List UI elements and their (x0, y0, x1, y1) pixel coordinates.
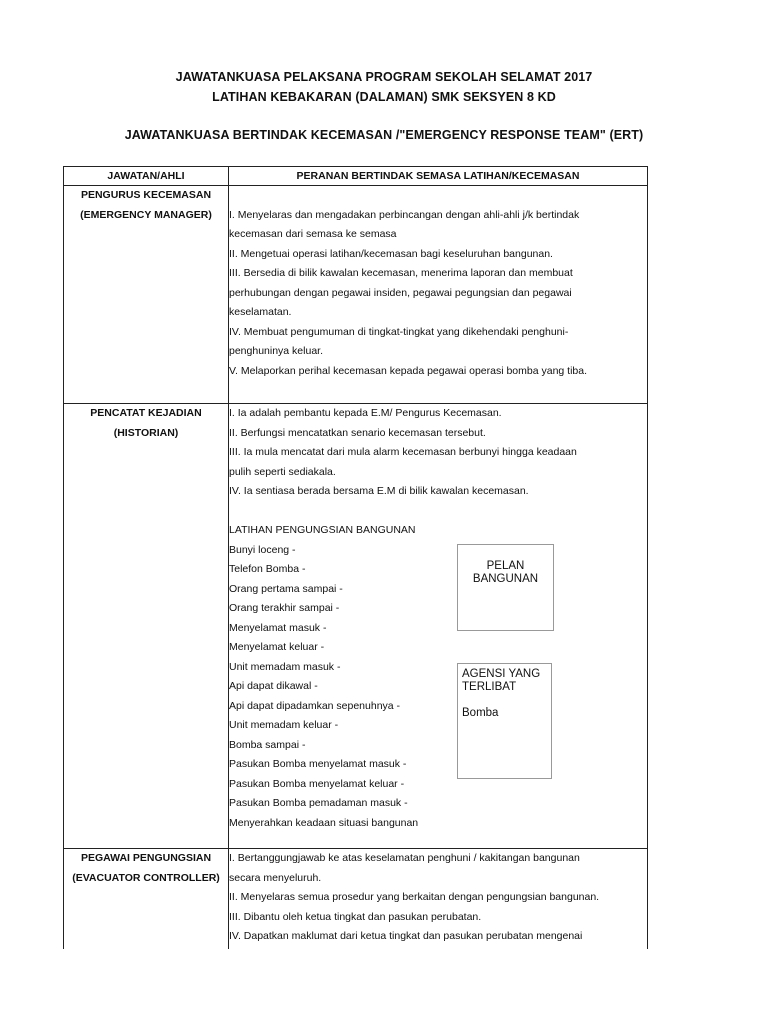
duty-line: II. Mengetuai operasi latihan/kecemasan bagi keseluruhan bangunan. (229, 247, 553, 260)
duty-line: pulih seperti sediakala. (229, 465, 336, 478)
duty-line: V. Melaporkan perihal kecemasan kepada pegawai operasi bomba yang tiba. (229, 364, 588, 377)
drill-item: Menyerahkan keadaan situasi bangunan (229, 816, 419, 829)
duty-line: II. Menyelaras semua prosedur yang berkaitan dengan pengungsian bangunan. (229, 891, 600, 903)
duty-line: III. Bersedia di bilik kawalan kecemasan, menerima laporan dan membuat (229, 267, 573, 279)
document-title: JAWATANKUASA PELAKSANA PROGRAM SEKOLAH SELAMAT 2017 (175, 70, 593, 84)
role-subtitle: (EMERGENCY MANAGER) (80, 208, 212, 221)
duty-line: I. Ia adalah pembantu kepada E.M/ Pengurus Kecemasan. (229, 407, 502, 419)
drill-item: Bunyi loceng - (229, 543, 296, 556)
agency-box-title: TERLIBAT (462, 681, 517, 693)
plan-box-label: PELAN (486, 560, 525, 572)
role-subtitle: (HISTORIAN) (113, 426, 179, 439)
drill-item: Pasukan Bomba pemadaman masuk - (229, 797, 408, 809)
column-header-duties: PERANAN BERTINDAK SEMASA LATIHAN/KECEMASAN (229, 167, 648, 186)
duty-line: perhubungan dengan pegawai insiden, pegawai pegungsian dan pegawai (229, 286, 572, 299)
agency-box (457, 663, 552, 779)
role-cell (64, 849, 229, 949)
plan-box-label: BANGUNAN (472, 573, 539, 585)
duty-line: IV. Membuat pengumuman di tingkat-tingkat yang dikehendaki penghuni- (229, 325, 569, 338)
drill-item: Pasukan Bomba menyelamat masuk - (229, 758, 407, 770)
drill-item: Orang pertama sampai - (229, 582, 343, 595)
role-title: PENGURUS KECEMASAN (80, 189, 212, 201)
role-subtitle: (EVACUATOR CONTROLLER) (72, 871, 220, 884)
building-plan-box (457, 544, 554, 631)
drill-item: Orang terakhir sampai - (229, 602, 340, 614)
drill-item: Bomba sampai - (229, 738, 306, 751)
duty-line: III. Dibantu oleh ketua tingkat dan pasukan perubatan. (229, 910, 482, 923)
duty-line: kecemasan dari semasa ke semasa (229, 228, 397, 240)
drill-item: Unit memadam keluar - (229, 719, 339, 731)
duty-line: penghuninya keluar. (229, 345, 323, 357)
agency-value: Bomba (462, 707, 499, 719)
duty-line: keselamatan. (229, 306, 292, 318)
drill-item: Unit memadam masuk - (229, 660, 341, 673)
duties-cell (229, 849, 648, 949)
duty-line: III. Ia mula mencatat dari mula alarm kecemasan berbunyi hingga keadaan (229, 446, 577, 458)
role-cell (64, 186, 229, 404)
drill-title: LATIHAN PENGUNGSIAN BANGUNAN (229, 524, 416, 536)
table-header-row (64, 167, 648, 186)
drill-item: Menyelamat keluar - (229, 641, 325, 653)
duties-cell (229, 404, 648, 849)
drill-item: Api dapat dikawal - (229, 680, 318, 692)
role-title: PEGAWAI PENGUNGSIAN (80, 852, 212, 864)
section-title: JAWATANKUASA BERTINDAK KECEMASAN /"EMERGENCY RESPONSE TEAM" (ERT) (124, 128, 644, 142)
role-title: PENCATAT KEJADIAN (90, 407, 202, 419)
duties-cell (229, 186, 648, 404)
duty-line: IV. Ia sentiasa berada bersama E.M di bilik kawalan kecemasan. (229, 485, 529, 497)
document-subtitle: LATIHAN KEBAKARAN (DALAMAN) SMK SEKSYEN 8 KD (212, 90, 556, 104)
agency-box-title: AGENSI YANG (462, 668, 541, 680)
role-cell (64, 404, 229, 849)
column-header-role: JAWATAN/AHLI (64, 167, 229, 186)
drill-item: Pasukan Bomba menyelamat keluar - (229, 777, 405, 790)
drill-item: Telefon Bomba - (229, 563, 306, 575)
table-row (64, 186, 648, 404)
duty-line (229, 186, 647, 206)
duty-line: I. Menyelaras dan mengadakan perbincangan dengan ahli-ahli j/k bertindak (229, 208, 580, 221)
drill-checklist (229, 541, 647, 834)
table-row (64, 849, 648, 949)
duty-line: I. Bertanggungjawab ke atas keselamatan penghuni / kakitangan bangunan (229, 852, 580, 864)
duty-line: IV. Dapatkan maklumat dari ketua tingkat dan pasukan perubatan mengenai (229, 930, 583, 942)
drill-item: Api dapat dipadamkan sepenuhnya - (229, 699, 401, 712)
drill-item: Menyelamat masuk - (229, 621, 327, 634)
duty-line: II. Berfungsi mencatatkan senario kecemasan tersebut. (229, 426, 486, 439)
table-row (64, 404, 648, 849)
ert-table (63, 166, 648, 949)
duty-line: secara menyeluruh. (229, 871, 322, 884)
